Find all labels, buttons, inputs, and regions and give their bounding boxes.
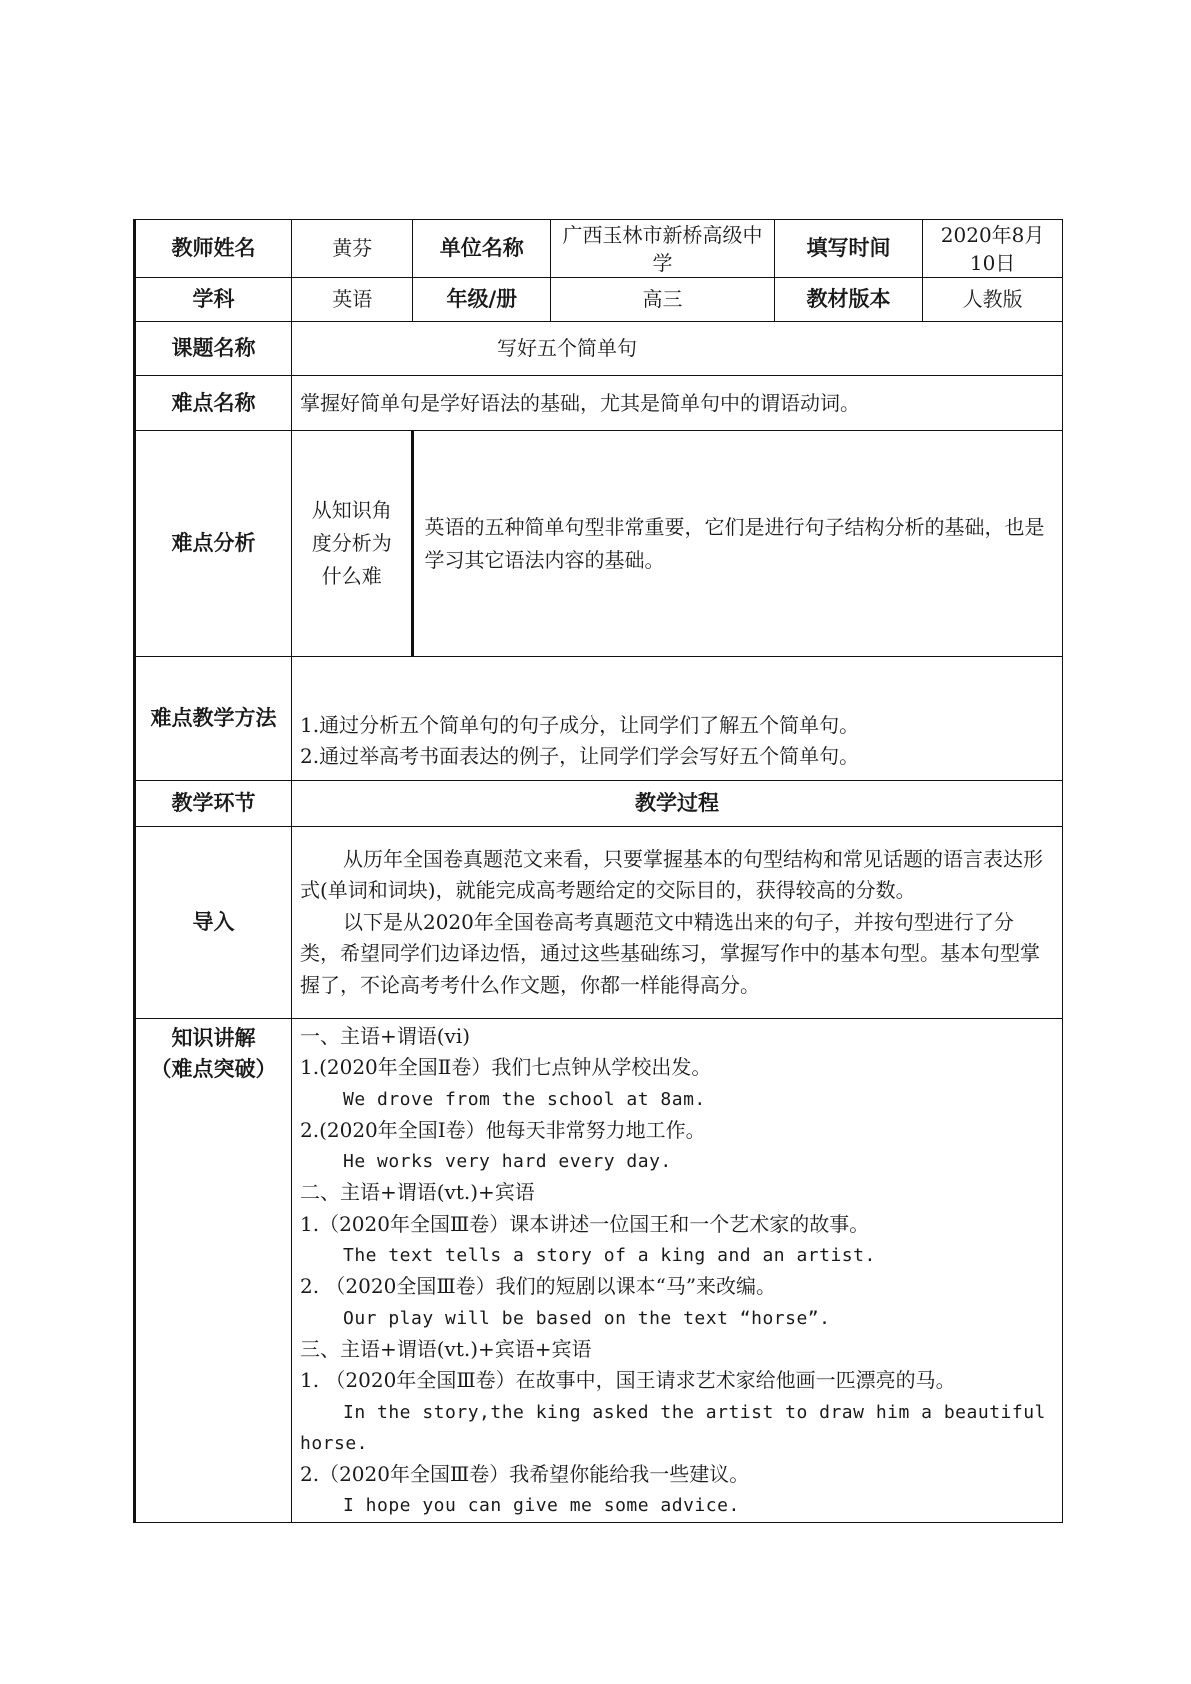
grade-value: 高三 xyxy=(551,278,775,322)
method-item: 1.通过分析五个简单句的句子成分，让同学们了解五个简单句。 xyxy=(299,713,860,737)
subject-label: 学科 xyxy=(135,278,292,322)
difficulty-row xyxy=(135,376,1063,431)
example-en: We drove from the school at 8am. xyxy=(342,1088,706,1110)
analysis-value: 英语的五种简单句型非常重要，它们是进行句子结构分析的基础，也是学习其它语法内容的基础。 xyxy=(413,431,1063,657)
teacher-value: 黄芬 xyxy=(291,220,413,278)
topic-label: 课题名称 xyxy=(135,322,292,376)
example-cn: 1. （2020年全国Ⅲ卷）在故事中，国王请求艺术家给他画一匹漂亮的马。 xyxy=(299,1368,956,1393)
example-en: The text tells a story of a king and an artist. xyxy=(342,1245,876,1267)
example-cn: 2.(2020年全国Ⅰ卷）他每天非常努力地工作。 xyxy=(299,1117,706,1142)
knowledge-label-line1: 知识讲解 xyxy=(171,1026,256,1050)
analysis-sub-label: 从知识角度分析为什么难 xyxy=(291,431,413,657)
analysis-label: 难点分析 xyxy=(135,431,292,657)
teacher-label: 教师姓名 xyxy=(135,220,292,278)
subject-value: 英语 xyxy=(291,278,413,322)
difficulty-label: 难点名称 xyxy=(135,376,292,431)
topic-row xyxy=(135,322,1063,376)
example-en: In the story,the king asked the artist to draw him a beautiful xyxy=(342,1401,1046,1423)
knowledge-label-line2: （难点突破） xyxy=(150,1057,277,1081)
process-header-row xyxy=(135,781,1063,827)
date-value: 2020年8月10日 xyxy=(923,220,1063,278)
unit-value: 广西玉林市新桥高级中学 xyxy=(551,220,775,278)
analysis-row xyxy=(135,431,1063,657)
section-heading: 一、主语+谓语(vi) xyxy=(299,1024,471,1048)
process-label: 教学过程 xyxy=(291,781,1062,827)
knowledge-content xyxy=(291,1019,1062,1523)
unit-label: 单位名称 xyxy=(413,220,551,278)
date-label: 填写时间 xyxy=(774,220,922,278)
intro-paragraph: 从历年全国卷真题范文来看，只要掌握基本的句型结构和常见话题的语言表达形式(单词和词块)，就能完成高考题给定的交际目的，获得较高的分数。 xyxy=(299,846,1043,903)
example-en-continued: horse. xyxy=(299,1432,369,1454)
header-row-1 xyxy=(135,220,1063,278)
section-heading: 三、主语+谓语(vt.)+宾语+宾语 xyxy=(299,1336,592,1361)
example-cn: 1.(2020年全国Ⅱ卷）我们七点钟从学校出发。 xyxy=(299,1055,712,1080)
knowledge-row xyxy=(135,1019,1063,1523)
example-cn: 2.（2020年全国Ⅲ卷）我希望你能给我一些建议。 xyxy=(299,1462,750,1487)
method-value xyxy=(291,657,1062,781)
edition-value: 人教版 xyxy=(923,278,1063,322)
lesson-plan-form xyxy=(133,219,1063,1523)
section-heading: 二、主语+谓语(vt.)+宾语 xyxy=(299,1180,535,1205)
method-row xyxy=(135,657,1063,781)
intro-label: 导入 xyxy=(135,827,292,1019)
topic-value: 写好五个简单句 xyxy=(291,322,1062,376)
example-cn: 2. （2020全国Ⅲ卷）我们的短剧以课本“马”来改编。 xyxy=(299,1274,777,1299)
example-cn: 1.（2020年全国Ⅲ卷）课本讲述一位国王和一个艺术家的故事。 xyxy=(299,1211,870,1236)
intro-paragraph: 以下是从2020年全国卷高考真题范文中精选出来的句子，并按句型进行了分类，希望同学们边译边悟，通过这些基础练习，掌握写作中的基本句型。基本句型掌握了，不论高考考什么作文题，你都一样能得高分。 xyxy=(299,909,1040,997)
edition-label: 教材版本 xyxy=(774,278,922,322)
example-en: I hope you can give me some advice. xyxy=(342,1495,740,1517)
stage-label: 教学环节 xyxy=(135,781,292,827)
example-en: He works very hard every day. xyxy=(342,1151,672,1173)
knowledge-label xyxy=(135,1019,292,1523)
method-label: 难点教学方法 xyxy=(135,657,292,781)
grade-label: 年级/册 xyxy=(413,278,551,322)
lesson-plan-table xyxy=(133,219,1063,1523)
difficulty-value: 掌握好简单句是学好语法的基础，尤其是简单句中的谓语动词。 xyxy=(291,376,1062,431)
example-en: Our play will be based on the text “horse”. xyxy=(342,1307,831,1329)
intro-value xyxy=(291,827,1062,1019)
intro-row xyxy=(135,827,1063,1019)
header-row-2 xyxy=(135,278,1063,322)
method-item: 2.通过举高考书面表达的例子，让同学们学会写好五个简单句。 xyxy=(299,744,860,768)
